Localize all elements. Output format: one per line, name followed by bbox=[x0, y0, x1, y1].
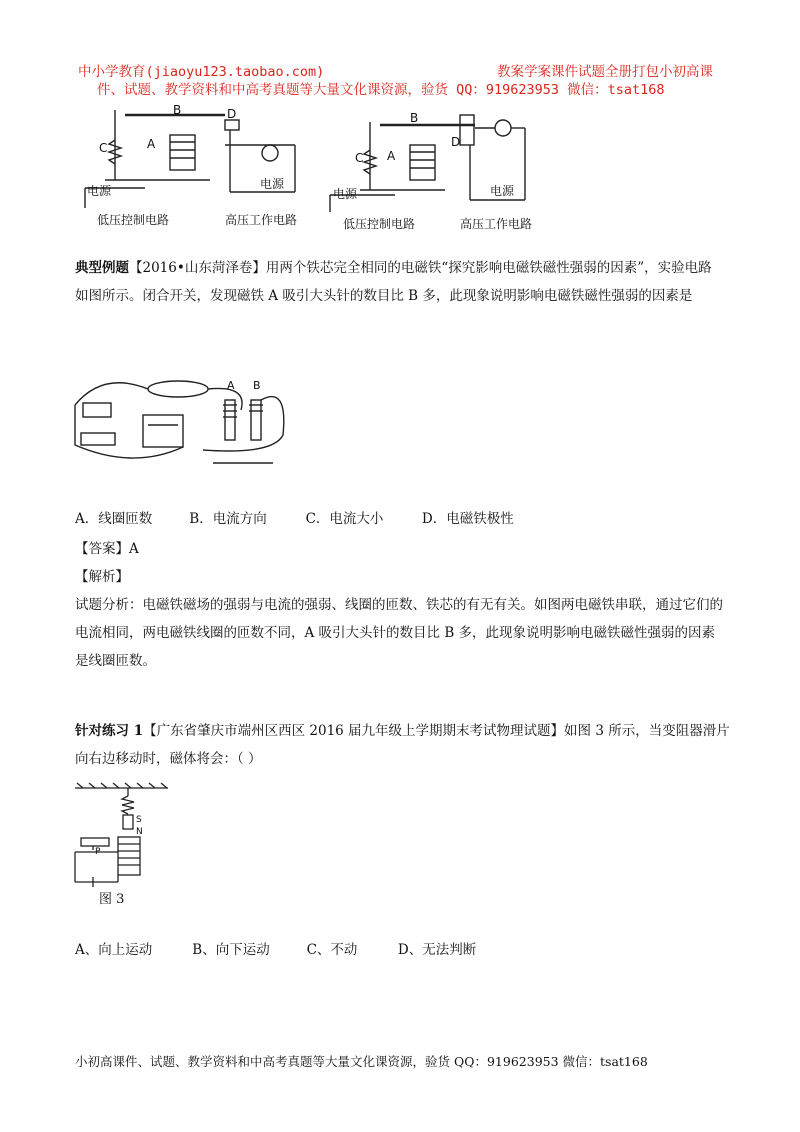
fig1-right-power-high: 电源 bbox=[490, 184, 515, 198]
practice-source: 【广东省肇庆市端州区西区 2016 届九年级上学期期末考试物理试题】 bbox=[143, 723, 565, 739]
example-source: 【2016•山东菏泽卷】 bbox=[129, 260, 266, 276]
header-line2: 件、试题、教学资料和中高考真题等大量文化课资源，验货 QQ：919623953 微信：tsat168 bbox=[97, 82, 665, 98]
relay-circuits-figure bbox=[75, 100, 545, 240]
practice-options bbox=[75, 936, 476, 964]
analysis-line1: 试题分析：电磁铁磁场的强弱与电流的强弱、线圈的匝数、铁芯的有无有关。如图两电磁铁串联，通过它们的 bbox=[75, 597, 723, 613]
fig1-left-label-b: B bbox=[173, 103, 182, 117]
fig1-left-label-d: D bbox=[227, 107, 237, 121]
header-right: 教案学案课件试题全册打包小初高课 bbox=[497, 64, 713, 80]
practice-option-c: C、不动 bbox=[306, 942, 358, 958]
example-text2: 如图所示。闭合开关，发现磁铁 A 吸引大头针的数目比 B 多，此现象说明影响电磁铁磁性强弱的因素是 bbox=[75, 288, 693, 304]
fig1-right-caption-high: 高压工作电路 bbox=[460, 217, 533, 231]
practice-figure-3 bbox=[73, 782, 173, 887]
fig1-left-label-c: C bbox=[99, 141, 108, 155]
example-answer-block bbox=[75, 535, 735, 675]
example-option-d: D．电磁铁极性 bbox=[421, 511, 514, 527]
example-option-c: C．电流大小 bbox=[305, 511, 384, 527]
header-left: 中小学教育(jiaoyu123.taobao.com) bbox=[78, 64, 325, 80]
practice-option-d: D、无法判断 bbox=[397, 942, 477, 958]
fig2-label-a: A bbox=[227, 379, 235, 392]
fig3-label-s: S bbox=[136, 815, 142, 825]
fig1-right-power: 电源 bbox=[333, 187, 358, 201]
fig1-left-label-a: A bbox=[147, 137, 156, 151]
footer: 小初高课件、试题、教学资料和中高考真题等大量文化课资源，验货 QQ：919623953 微信：tsat168 bbox=[75, 1054, 648, 1069]
fig1-left-caption-low: 低压控制电路 bbox=[97, 213, 170, 227]
fig1-left-caption-high: 高压工作电路 bbox=[225, 213, 298, 227]
fig1-right-caption-low: 低压控制电路 bbox=[343, 217, 416, 231]
fig1-right-label-a: A bbox=[387, 149, 396, 163]
example-options bbox=[75, 505, 514, 533]
fig3-label-n: N bbox=[136, 827, 143, 837]
practice-paragraph bbox=[75, 717, 740, 773]
practice-tag: 针对练习 1 bbox=[75, 723, 144, 739]
practice-option-b: B、向下运动 bbox=[192, 942, 270, 958]
fig3-caption: 图 3 bbox=[99, 892, 125, 907]
example-tag: 典型例题 bbox=[75, 260, 129, 276]
fig3-label-p: P bbox=[95, 847, 101, 857]
fig1-left-power-high: 电源 bbox=[260, 177, 285, 191]
answer: 【答案】A bbox=[75, 541, 139, 557]
fig2-label-b: B bbox=[253, 379, 261, 392]
analysis-line2: 电流相同，两电磁铁线圈的匝数不同，A 吸引大头针的数目比 B 多，此现象说明影响电磁铁磁性强弱的因素 bbox=[75, 625, 716, 641]
fig1-right-label-d: D bbox=[451, 135, 461, 149]
example-text1: 用两个铁芯完全相同的电磁铁“探究影响电磁铁磁性强弱的因素”，实验电路 bbox=[265, 260, 712, 276]
example-option-b: B．电流方向 bbox=[189, 511, 267, 527]
fig1-left-power: 电源 bbox=[87, 184, 112, 198]
analysis-title: 【解析】 bbox=[75, 569, 129, 585]
example-paragraph bbox=[75, 254, 735, 310]
practice-text1: 如图 3 所示，当变阻器滑片 bbox=[564, 723, 730, 739]
practice-text2: 向右边移动时，磁体将会：（ ） bbox=[75, 751, 262, 767]
fig1-right-label-b: B bbox=[410, 111, 419, 125]
analysis-line3: 是线圈匝数。 bbox=[75, 653, 156, 669]
practice-option-a: A、向上运动 bbox=[75, 942, 153, 958]
electromagnet-experiment-figure bbox=[73, 375, 293, 475]
example-option-a: A．线圈匝数 bbox=[75, 511, 153, 527]
fig1-right-label-c: C bbox=[355, 151, 364, 165]
